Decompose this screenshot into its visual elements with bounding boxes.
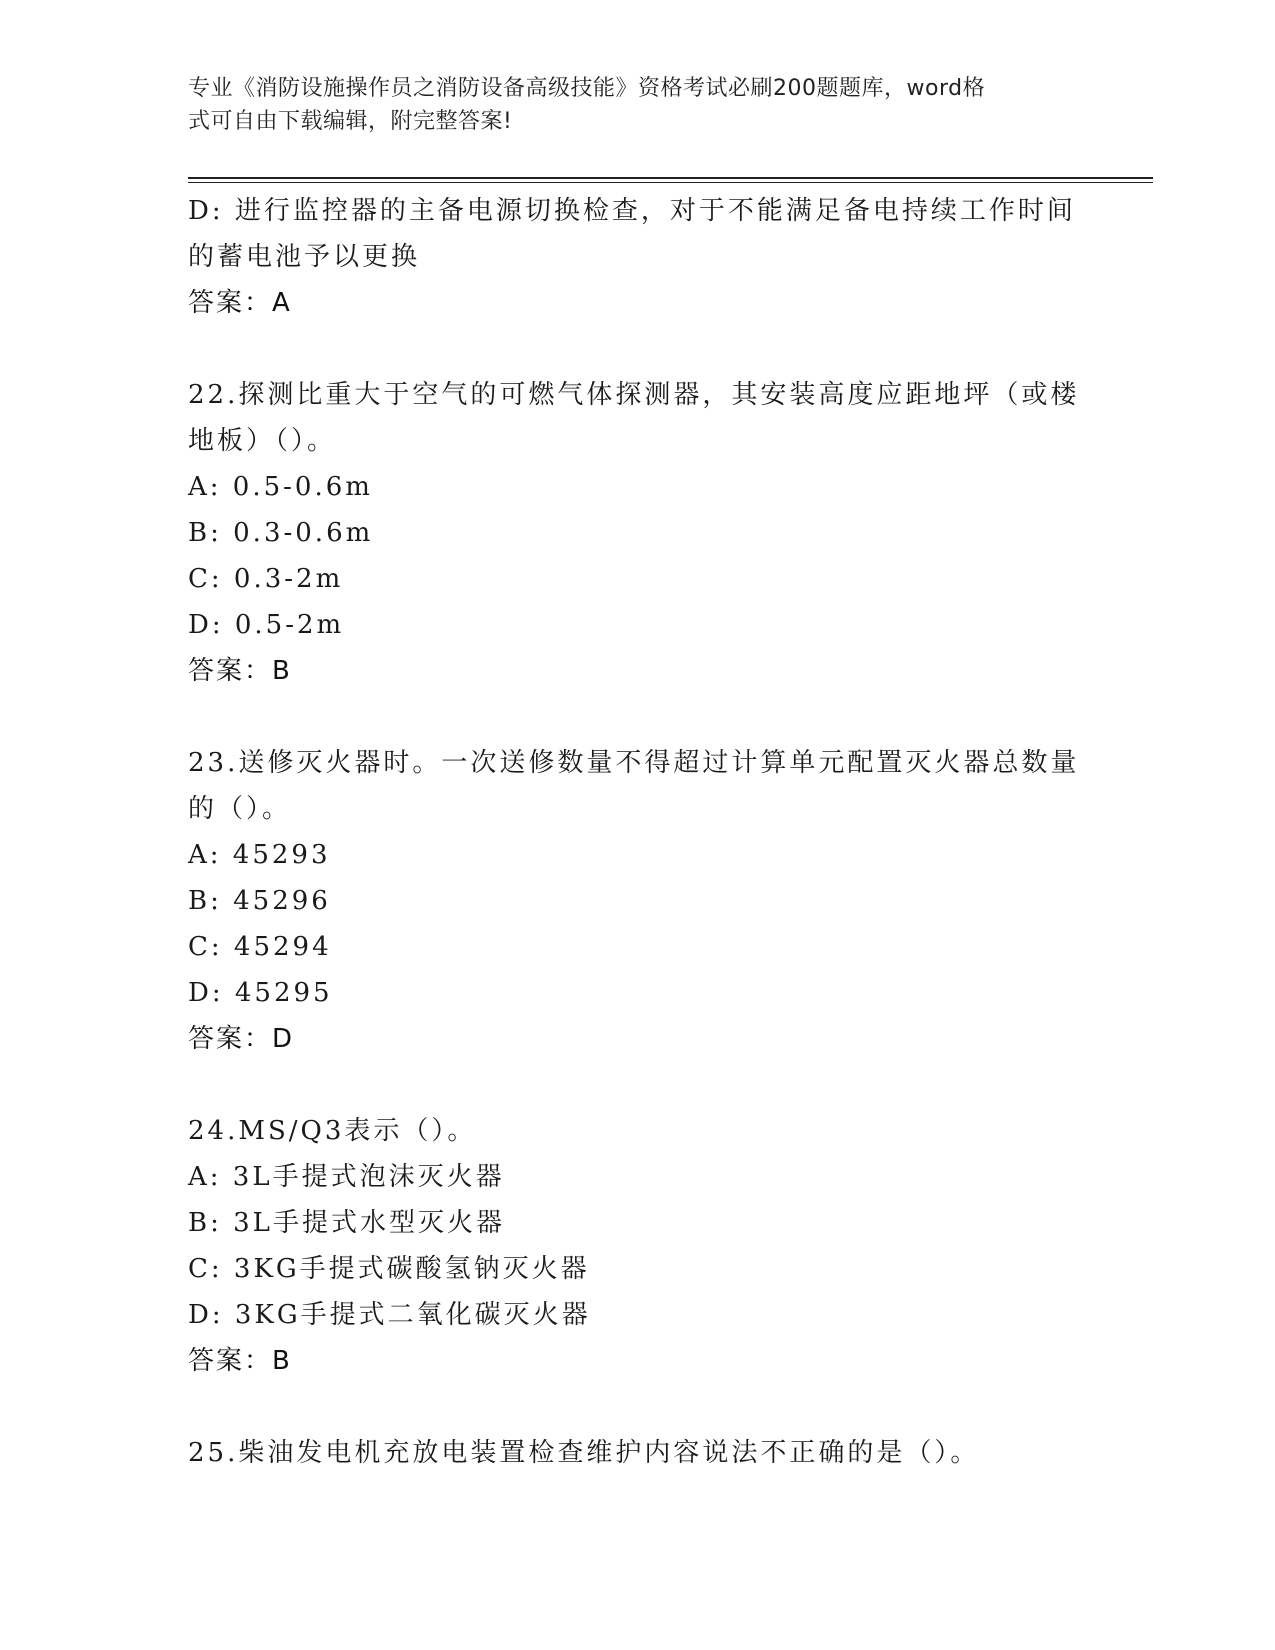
option-d: D: 3KG手提式二氧化碳灭火器	[188, 1300, 591, 1330]
spacer	[188, 326, 1088, 372]
option-a: A: 0.5-0.6m	[188, 472, 373, 502]
option-d: D: 0.5-2m	[188, 610, 345, 640]
question-25	[188, 1430, 1088, 1476]
question-22	[188, 372, 1088, 694]
option-c: C: 0.3-2m	[188, 564, 344, 594]
question-23	[188, 740, 1088, 1062]
option-d: D: 进行监控器的主备电源切换检查，对于不能满足备电持续工作时间	[188, 196, 1076, 226]
answer-line: 答案：A	[188, 288, 292, 318]
question-stem-continued: 的（）。	[188, 794, 292, 824]
option-b: B: 45296	[188, 886, 331, 916]
header-divider	[188, 177, 1153, 179]
question-stem: 23.送修灭火器时。一次送修数量不得超过计算单元配置灭火器总数量	[188, 748, 1080, 778]
header-line-2: 式可自由下载编辑，附完整答案!	[188, 109, 513, 134]
question-list	[188, 188, 1088, 1476]
question-stem: 24.MS/Q3表示（）。	[188, 1116, 477, 1146]
question-stem: 22.探测比重大于空气的可燃气体探测器，其安装高度应距地坪（或楼	[188, 380, 1080, 410]
option-d-continued: 的蓄电池予以更换	[188, 242, 421, 272]
answer-line: 答案：B	[188, 656, 292, 686]
answer-line: 答案：D	[188, 1024, 295, 1054]
question-stem: 25.柴油发电机充放电装置检查维护内容说法不正确的是（）。	[188, 1438, 980, 1468]
option-b: B: 0.3-0.6m	[188, 518, 374, 548]
option-c: C: 3KG手提式碳酸氢钠灭火器	[188, 1254, 590, 1284]
spacer	[188, 1062, 1088, 1108]
question-24	[188, 1108, 1088, 1384]
answer-line: 答案：B	[188, 1346, 292, 1376]
header-line-1: 专业《消防设施操作员之消防设备高级技能》资格考试必刷200题题库，word格	[188, 76, 986, 101]
question-stem-continued: 地板）（）。	[188, 426, 337, 456]
question-21-tail	[188, 188, 1088, 326]
spacer	[188, 694, 1088, 740]
header-divider-thin	[188, 182, 1153, 183]
spacer	[188, 1384, 1088, 1430]
option-d: D: 45295	[188, 978, 333, 1008]
option-a: A: 45293	[188, 840, 331, 870]
option-c: C: 45294	[188, 932, 332, 962]
option-a: A: 3L手提式泡沫灭火器	[188, 1162, 505, 1192]
option-b: B: 3L手提式水型灭火器	[188, 1208, 505, 1238]
document-header	[188, 72, 1068, 138]
